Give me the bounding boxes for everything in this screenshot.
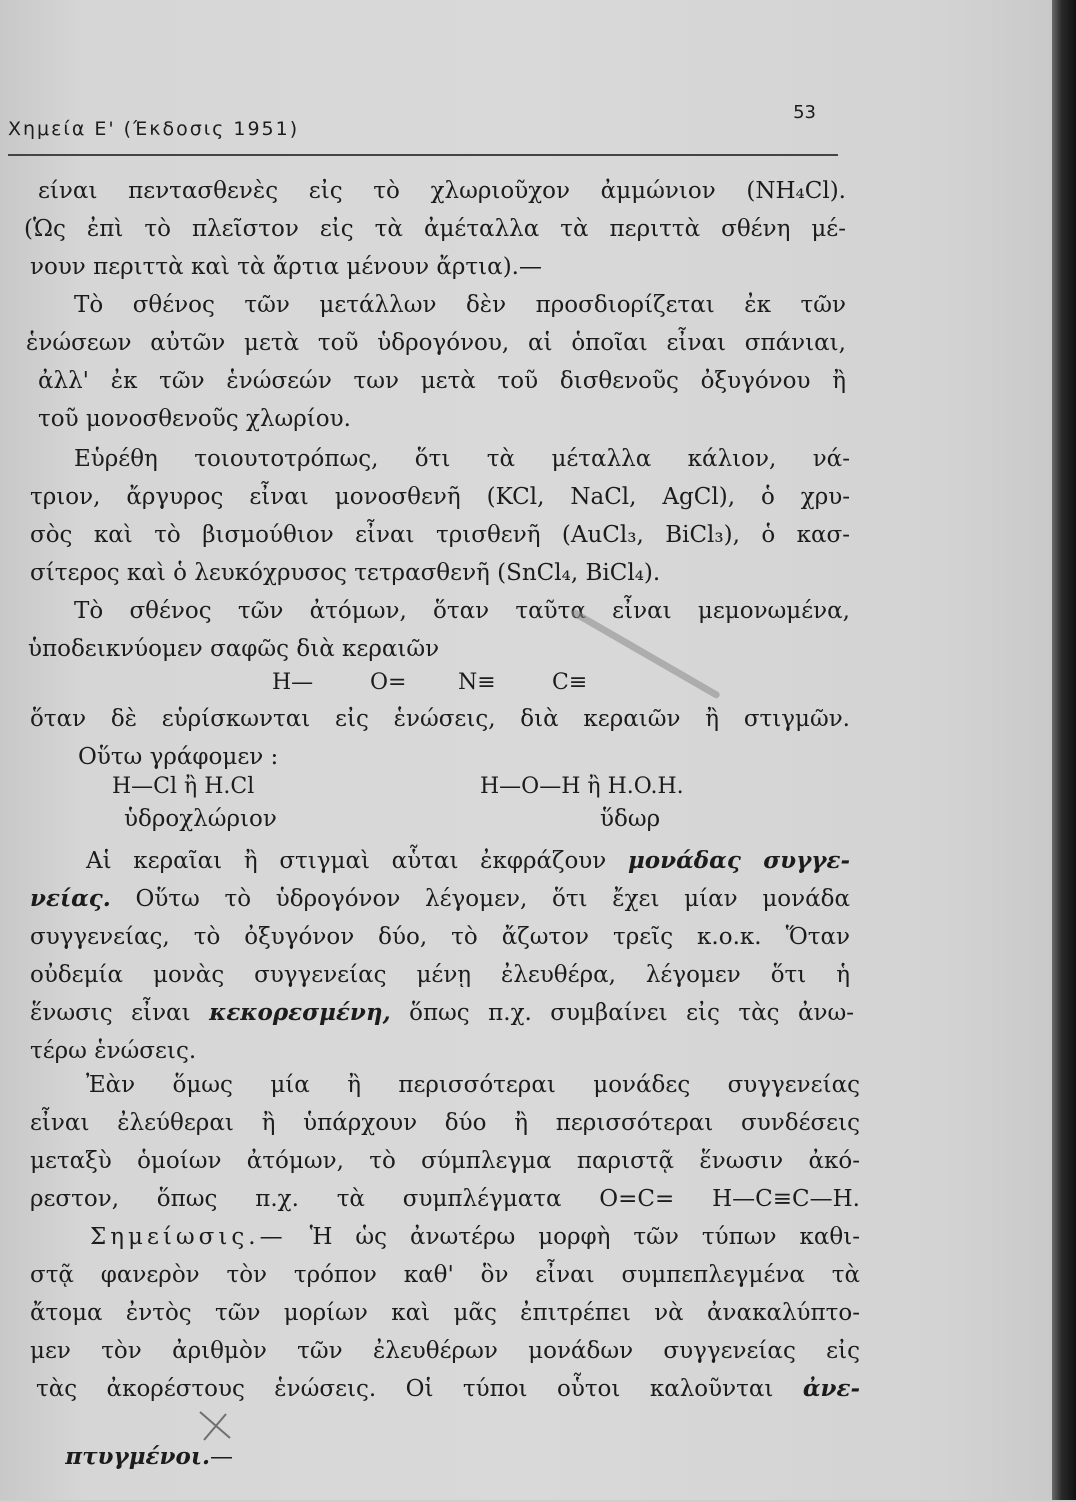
text-line: μεν τὸν ἀριθμὸν τῶν ἐλευθέρων μονάδων συγγενείας εἰς [30,1338,860,1364]
text-line: ἄτομα ἐντὸς τῶν μορίων καὶ μᾶς ἐπιτρέπει νὰ ἀνακαλύπτο- [30,1300,860,1326]
text-line: συγγενείας, τὸ ὀξυγόνον δύο, τὸ ἄζωτον τρεῖς κ.ο.κ. Ὅταν [30,924,850,950]
text-line: Τὸ σθένος τῶν ἀτόμων, ὅταν ταῦτα εἶναι μεμονωμένα, [74,598,850,624]
text-line: ὅταν δὲ εὑρίσκωνται εἰς ἑνώσεις, διὰ κεραιῶν ἢ στιγμῶν. [30,706,850,732]
text-line: ἀλλ' ἐκ τῶν ἑνώσεών των μετὰ τοῦ δισθενοῦς ὀξυγόνου ἢ [38,368,846,394]
text-line: τοῦ μονοσθενοῦς χλωρίου. [38,406,351,432]
running-head [8,102,838,156]
text-line [90,1222,860,1252]
page-number: 53 [793,102,816,123]
text-run: Οὕτω τὸ ὑδρογόνον λέγομεν, ὅτι ἔχει μίαν μονάδα [135,886,851,912]
term-expanded: ἀνε- [802,1375,860,1402]
text-line [30,884,850,914]
valence-symbol: H— [272,670,314,695]
valence-symbol: N≡ [458,670,496,695]
valence-symbol: C≡ [552,670,588,695]
text-run: τὰς ἀκορέστους ἑνώσεις. Οἱ τύποι οὗτοι καλοῦνται [36,1376,774,1402]
text-line: μεταξὺ ὁμοίων ἀτόμων, τὸ σύμπλεγμα παριστᾷ ἕνωσιν ἀκό- [30,1148,860,1174]
pencil-x-mark [196,1406,236,1446]
formula-water: H—O—H ἢ H.O.H. [480,774,684,799]
text-line: ρεστον, ὅπως π.χ. τὰ συμπλέγματα O=C= H—C≡C—H. [30,1186,860,1212]
running-head-title: Χημεία Ε' (Έκδοσις 1951) [8,118,300,140]
text-line: σίτερος καὶ ὁ λευκόχρυσος τετρασθενῆ (SnCl₄, BiCl₄). [30,560,661,586]
term-affinity-units-end: νείας. [30,885,111,912]
text-line: εἶναι ἐλεύθεραι ἢ ὑπάρχουν δύο ἢ περισσότεραι συνδέσεις [30,1110,860,1136]
text-line: νουν περιττὰ καὶ τὰ ἄρτια μένουν ἄρτια).— [30,254,542,280]
text-line: ὑποδεικνύομεν σαφῶς διὰ κεραιῶν [28,636,440,662]
text-line: Οὕτω γράφομεν : [78,744,279,770]
name-hydrochloric: ὑδροχλώριον [124,806,277,832]
text-line: Εὑρέθη τοιουτοτρόπως, ὅτι τὰ μέταλλα κάλιον, νά- [74,446,850,472]
term-saturated: κεκορεσμένη, [209,999,391,1026]
name-water: ὕδωρ [600,806,661,832]
page-edge-shadow [1052,0,1076,1500]
text-line: τέρω ἑνώσεις. [30,1038,197,1064]
text-line: (Ὡς ἐπὶ τὸ πλεῖστον εἰς τὰ ἀμέταλλα τὰ περιττὰ σθένη μέ- [24,216,846,242]
note-label: Σημείωσις.— [90,1224,287,1250]
text-line: ἑνώσεων αὐτῶν μετὰ τοῦ ὑδρογόνου, αἱ ὁποῖαι εἶναι σπάνιαι, [26,330,846,356]
text-line: Τὸ σθένος τῶν μετάλλων δὲν προσδιορίζεται ἐκ τῶν [74,292,846,318]
text-run: — [209,1444,233,1470]
text-line [86,846,850,876]
text-run: Αἱ κεραῖαι ἢ στιγμαὶ αὗται ἐκφράζουν [86,848,607,874]
formula-hydrochloric: H—Cl ἢ H.Cl [112,774,255,799]
text-line: Ἐὰν ὅμως μία ἢ περισσότεραι μονάδες συγγενείας [86,1072,860,1098]
text-line: σὸς καὶ τὸ βισμούθιον εἶναι τρισθενῆ (AuCl₃, BiCl₃), ὁ κασ- [30,522,850,548]
text-line [30,998,854,1028]
text-line: είναι πεντασθενὲς εἰς τὸ χλωριοῦχον ἀμμώνιον (NH₄Cl). [38,178,846,204]
term-affinity-units: μονάδας συγγε- [627,847,851,874]
text-line [36,1374,860,1404]
text-run: ἕνωσις εἶναι [30,1000,191,1026]
term-expanded-end: πτυγμένοι. [65,1443,210,1470]
text-line: στᾷ φανερὸν τὸν τρόπον καθ' ὃν εἶναι συμπεπλεγμένα τὰ [30,1262,860,1288]
text-line: οὐδεμία μονὰς συγγενείας μένῃ ἐλευθέρα, λέγομεν ὅτι ἡ [30,962,850,988]
text-run: ὅπως π.χ. συμβαίνει εἰς τὰς ἀνω- [409,1000,855,1026]
text-run: Ἡ ὡς ἀνωτέρω μορφὴ τῶν τύπων καθι- [309,1224,860,1250]
valence-symbol: O= [370,670,407,695]
text-line: τριον, ἄργυρος εἶναι μονοσθενῆ (KCl, NaCl, AgCl), ὁ χρυ- [30,484,850,510]
